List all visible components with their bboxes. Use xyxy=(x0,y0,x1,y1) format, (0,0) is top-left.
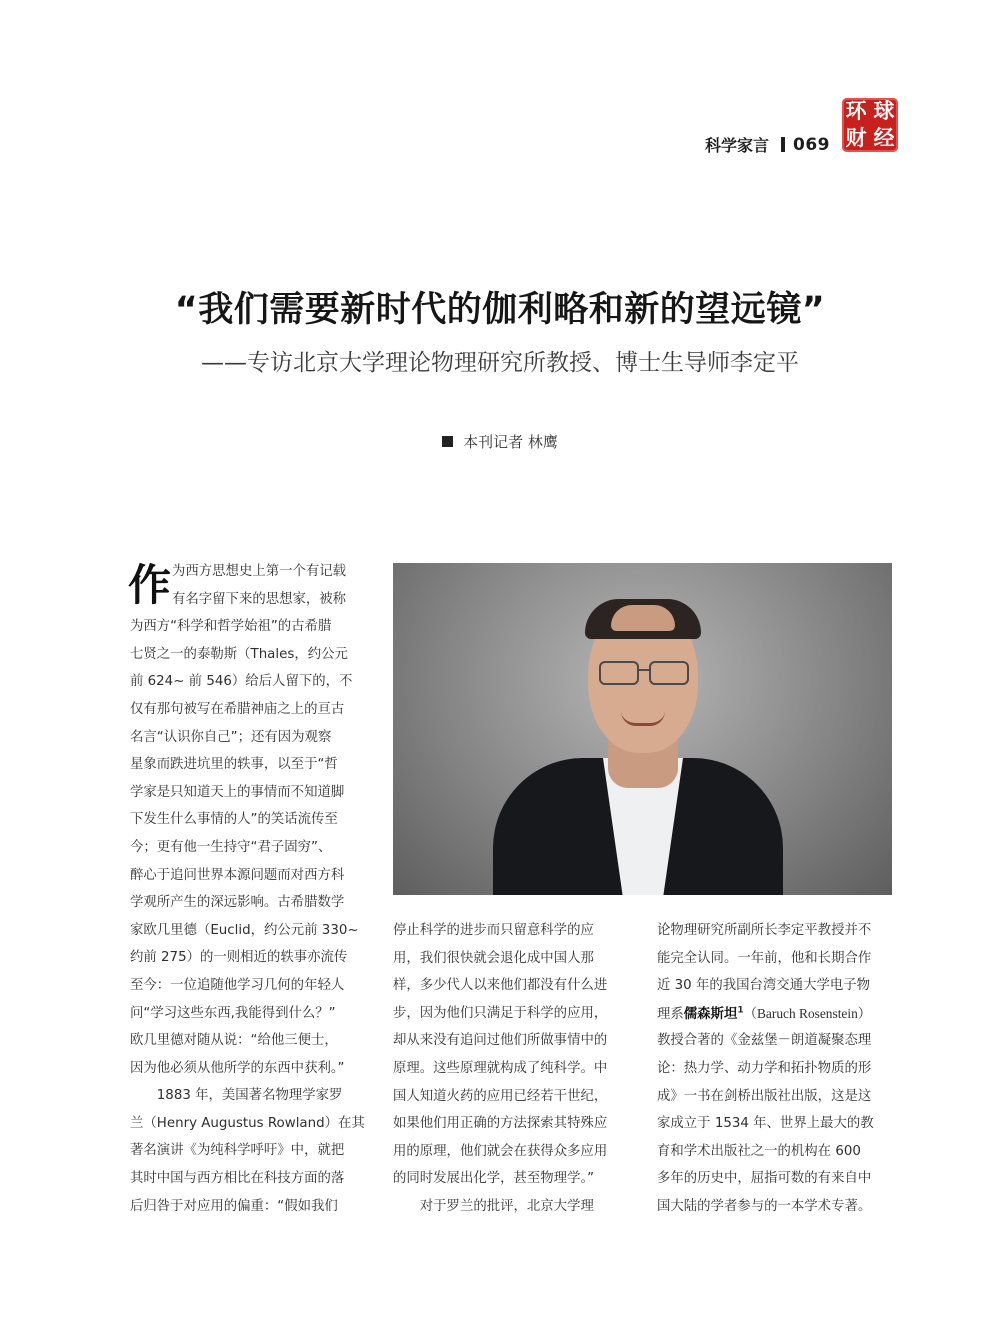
text-line: 如果他们用正确的方法探索其特殊应 xyxy=(393,1116,608,1132)
text-line: 因为他必须从他所学的东西中获利。” xyxy=(130,1060,345,1076)
text-line: 今；更有他一生持守“君子固穷”、 xyxy=(130,839,332,855)
text-line: 成》一书在剑桥出版社出版，这是这 xyxy=(657,1088,872,1104)
name-highlight: 儒森斯坦 xyxy=(683,1006,738,1022)
text-line: 育和学术出版社之一的机构在 600 xyxy=(657,1143,861,1159)
text-line: 七贤之一的泰勒斯（Thales，约公元 xyxy=(130,646,348,662)
text-line: 学家是只知道天上的事情而不知道脚 xyxy=(130,784,345,800)
text-line: 为西方思想史上第一个有记载 xyxy=(172,564,347,579)
text-column-3 xyxy=(657,917,897,1221)
text-line: 能完全认同。一年前，他和长期合作 xyxy=(657,950,872,966)
text-line: 兰（Henry Augustus Rowland）在其 xyxy=(130,1115,365,1131)
seal-char: 球 xyxy=(873,99,895,123)
text-line: 论：热力学、动力学和拓扑物质的形 xyxy=(657,1060,872,1076)
article-title: “我们需要新时代的伽利略和新的望远镜” xyxy=(174,290,826,330)
text-line: 问“学习这些东西,我能得到什么？” xyxy=(130,1005,336,1021)
text-line: 学观所产生的深远影响。古希腊数学 xyxy=(130,895,345,911)
running-header xyxy=(705,133,830,156)
text-line: 的同时发展出化学，甚至物理学。” xyxy=(393,1171,595,1187)
text-line: 其时中国与西方相比在科技方面的落 xyxy=(130,1171,345,1187)
text-line: 至今：一位追随他学习几何的年轻人 xyxy=(130,977,345,993)
text-line: 欧几里德对随从说：“给他三便士， xyxy=(130,1033,338,1049)
text-line: 约前 275）的一则相近的轶事亦流传 xyxy=(130,950,348,966)
text-line: 著名演讲《为纯科学呼吁》中，就把 xyxy=(130,1143,345,1159)
article-subtitle: ——专访北京大学理论物理研究所教授、博士生导师李定平 xyxy=(201,350,799,376)
text-line: 名言“认识你自己”；还有因为观察 xyxy=(130,729,332,745)
text-line: 原理。这些原理就构成了纯科学。中 xyxy=(393,1060,608,1076)
drop-cap: 作 xyxy=(128,561,171,611)
seal-char: 财 xyxy=(845,126,867,150)
text-line: 步，因为他们只满足于科学的应用， xyxy=(393,1005,608,1021)
text-line: 教授合著的《金兹堡－朗道凝聚态理 xyxy=(657,1033,872,1049)
footnote-marker: 1 xyxy=(737,1005,744,1016)
text-line: 用的原理，他们就会在获得众多应用 xyxy=(393,1143,608,1159)
portrait-photo xyxy=(393,563,892,895)
text-line: 国人知道火药的应用已经若干世纪， xyxy=(393,1088,608,1104)
text-line: 下发生什么事情的人”的笑话流传至 xyxy=(130,812,338,828)
text-line: 有名字留下来的思想家，被称 xyxy=(172,591,347,607)
text-line: 停止科学的进步而只留意科学的应 xyxy=(393,923,594,938)
text-line: 近 30 年的我国台湾交通大学电子物 xyxy=(657,978,871,994)
text-line: 家欧几里德（Euclid，约公元前 330~ xyxy=(130,922,359,938)
text-line: 星象而跌进坑里的轶事，以至于“哲 xyxy=(130,757,338,773)
text-line: 1883 年，美国著名物理学家罗 xyxy=(130,1088,343,1104)
text-line: 多年的历史中，屈指可数的有来自中 xyxy=(657,1171,872,1187)
page-number: 069 xyxy=(793,134,830,155)
seal-char: 经 xyxy=(873,126,895,150)
text-line: 却从来没有追问过他们所做事情中的 xyxy=(393,1033,608,1049)
text-line: 样，多少代人以来他们都没有什么进 xyxy=(393,978,608,994)
byline-square-icon xyxy=(442,436,453,447)
text-column-1 xyxy=(130,558,368,1220)
text-line: 国大陆的学者参与的一本学术专著。 xyxy=(657,1198,872,1214)
header-divider xyxy=(781,137,785,152)
text-line: 对于罗兰的批评，北京大学理 xyxy=(393,1198,594,1214)
text-line: 理系儒森斯坦$^1$（Baruch Rosenstein） xyxy=(657,1005,872,1022)
text-line: 醉心于追问世界本源问题而对西方科 xyxy=(130,867,345,883)
text-line: 为西方“科学和哲学始祖”的古希腊 xyxy=(130,619,332,635)
text-line: 前 624~ 前 546）给后人留下的，不 xyxy=(130,674,353,690)
magazine-seal-logo xyxy=(842,98,898,152)
byline xyxy=(0,431,1000,452)
section-name: 科学家言 xyxy=(704,136,769,155)
seal-char: 环 xyxy=(845,99,867,123)
text-line: 用，我们很快就会退化成中国人那 xyxy=(393,950,594,966)
text-line: 后归咎于对应用的偏重：“假如我们 xyxy=(130,1198,338,1214)
text-column-2 xyxy=(393,917,633,1221)
byline-text: 本刊记者 林鹰 xyxy=(463,433,558,451)
text-line: 家成立于 1534 年、世界上最大的教 xyxy=(657,1116,874,1132)
text-line: 论物理研究所副所长李定平教授并不 xyxy=(657,923,872,938)
text-line: 仅有那句被写在希腊神庙之上的亘古 xyxy=(130,701,345,717)
